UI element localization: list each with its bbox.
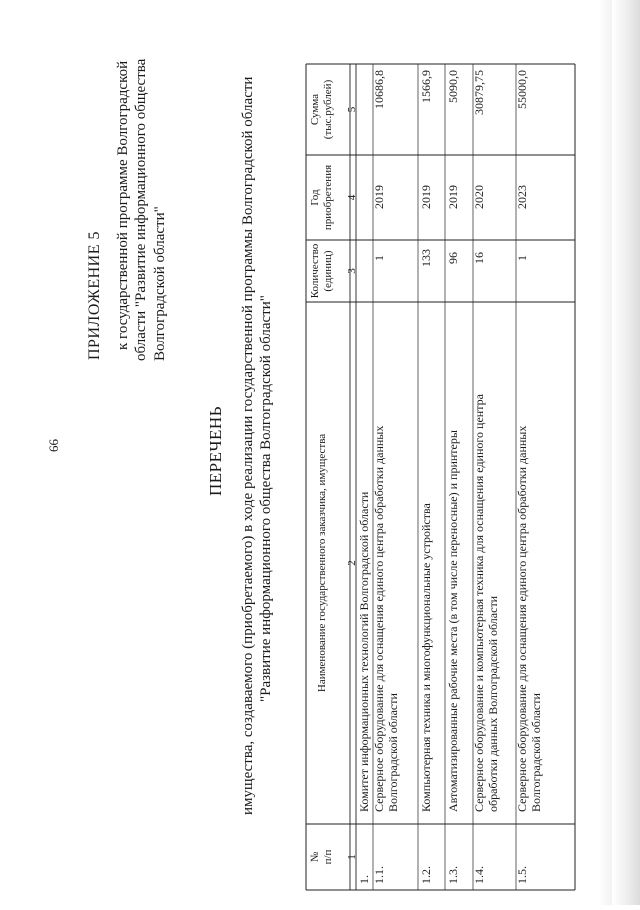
asset-name: Компьютерная техника и многофункциональные устройства [419, 503, 433, 812]
appendix-line-3: Волгоградской области" [152, 206, 168, 361]
column-header: приобретения [322, 164, 334, 231]
sum-value: 55000,0 [515, 70, 529, 109]
quantity-value: 133 [419, 249, 433, 267]
row-number: 1.1. [372, 866, 386, 884]
document-subtitle-line-2: "Развитие информационного общества Волгоградской области" [258, 295, 274, 702]
sum-value: 1566,9 [419, 70, 433, 103]
asset-name: обработки данных Волгоградской области [486, 595, 500, 812]
appendix-line-2: области "Развитие информационного общества [133, 58, 149, 361]
sum-value: 10686,8 [372, 70, 386, 109]
appendix-title: ПРИЛОЖЕНИЕ 5 [86, 230, 103, 360]
asset-name: Волгоградской области [386, 693, 400, 812]
asset-name: Комитет информационных технологий Волгоградской области [357, 491, 371, 812]
document-title: ПЕРЕЧЕНЬ [206, 406, 225, 496]
column-number: 4 [346, 194, 358, 201]
sum-value: 5090,0 [446, 70, 460, 103]
year-value: 2020 [472, 185, 486, 209]
column-header: Год [309, 189, 321, 206]
asset-name: Серверное оборудование для оснащения единого центра обработки данных [515, 425, 529, 812]
asset-name: Автоматизированные рабочие места (в том числе переносные) и принтеры [446, 430, 460, 812]
row-number: 1.3. [446, 866, 460, 884]
row-number: 1.2. [419, 866, 433, 884]
year-value: 2019 [419, 185, 433, 209]
year-value: 2023 [515, 185, 529, 209]
column-number: 2 [346, 560, 358, 566]
row-number: 1.5. [515, 866, 529, 884]
document-subtitle-line-1: имущества, создаваемого (приобретаемого) в ходе реализации государственной программы Волгоградской области [240, 76, 256, 815]
appendix-line-1: к государственной программе Волгоградской [115, 60, 131, 350]
quantity-value: 16 [472, 252, 486, 264]
page-number: 66 [46, 439, 61, 452]
year-value: 2019 [372, 185, 386, 209]
column-header: Количество [309, 243, 321, 299]
column-header: Сумма [309, 93, 321, 126]
column-header: (тыс.рублей) [322, 79, 334, 140]
quantity-value: 1 [372, 255, 386, 261]
asset-name: Серверное оборудование для оснащения единого центра обработки данных [372, 425, 386, 812]
row-number: 1.4. [472, 866, 486, 884]
sum-value: 30879,75 [472, 70, 486, 115]
column-header: Наименование государственного заказчика, имущества [316, 433, 328, 693]
quantity-value: 1 [515, 255, 529, 261]
asset-name: Волгоградской области [529, 693, 543, 812]
row-number: 1. [357, 875, 371, 884]
column-header: № [309, 851, 321, 863]
year-value: 2019 [446, 185, 460, 209]
column-number: 3 [346, 268, 358, 274]
column-number: 1 [346, 854, 358, 860]
asset-name: Серверное оборудование и компьютерная техника для оснащения единого центра [472, 394, 486, 812]
column-header: (единиц) [322, 250, 334, 292]
column-header: п/п [322, 849, 334, 865]
column-number: 5 [346, 106, 358, 113]
quantity-value: 96 [446, 252, 460, 264]
